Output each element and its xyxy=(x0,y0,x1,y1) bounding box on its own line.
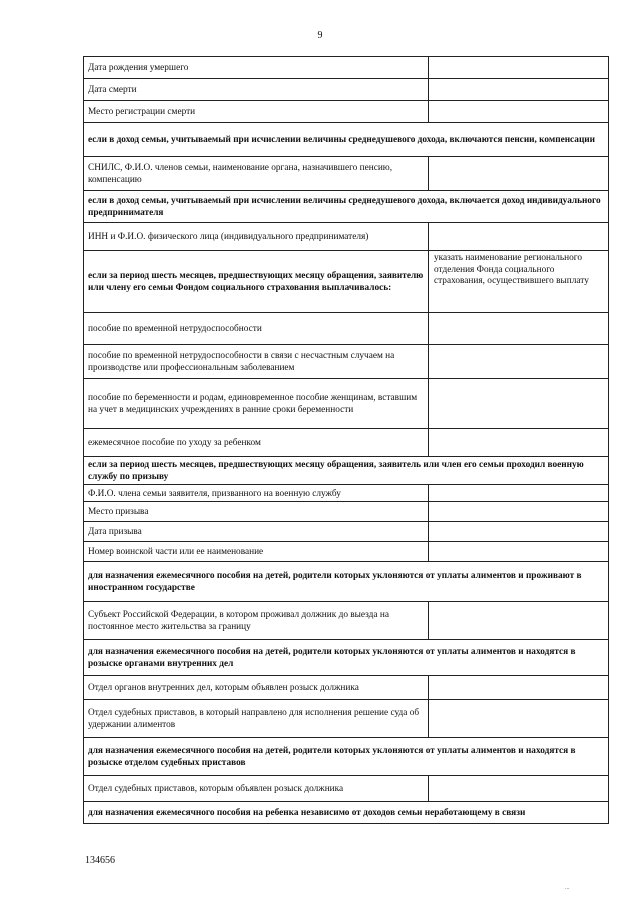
section-header: для назначения ежемесячного пособия на ребенка независимо от доходов семьи неработающему в связи xyxy=(84,802,609,824)
field-label: Отдел судебных приставов, в который направлено для исполнения решение суда об удержании алиментов xyxy=(84,700,429,738)
table-row xyxy=(84,502,609,522)
field-label: Отдел судебных приставов, которым объявлен розыск должника xyxy=(84,776,429,802)
field-value[interactable] xyxy=(429,602,609,640)
field-value[interactable] xyxy=(429,502,609,522)
section-header-row xyxy=(84,562,609,602)
field-value[interactable] xyxy=(429,776,609,802)
field-label: Место регистрации смерти xyxy=(84,101,429,123)
table-row xyxy=(84,429,609,457)
table-row xyxy=(84,345,609,379)
table-row xyxy=(84,101,609,123)
table-row xyxy=(84,676,609,700)
field-value[interactable] xyxy=(429,700,609,738)
corner-mark: ... xyxy=(565,885,570,891)
field-label: Субъект Российской Федерации, в котором проживал должник до выезда на постоянное место жительства за границу xyxy=(84,602,429,640)
field-label: пособие по временной нетрудоспособности xyxy=(84,313,429,345)
field-value[interactable] xyxy=(429,522,609,542)
section-header-row xyxy=(84,457,609,485)
application-form-table xyxy=(83,56,609,824)
section-header: если за период шесть месяцев, предшествующих месяцу обращения, заявителю или члену его семьи Фондом социального страхования выплачивалось: xyxy=(84,251,429,313)
section-header-row xyxy=(84,640,609,676)
footer-code: 134656 xyxy=(85,855,115,866)
field-label: Дата призыва xyxy=(84,522,429,542)
section-header: для назначения ежемесячного пособия на детей, родители которых уклоняются от уплаты алиментов и находятся в розыске отделом судебных приставов xyxy=(84,738,609,776)
field-label: Номер воинской части или ее наименование xyxy=(84,542,429,562)
field-label: Место призыва xyxy=(84,502,429,522)
field-value[interactable] xyxy=(429,313,609,345)
section-header-row xyxy=(84,191,609,223)
section-header-row xyxy=(84,123,609,157)
field-label: пособие по беременности и родам, единовременное пособие женщинам, вставшим на учет в медицинских учреждениях в ранние сроки беременности xyxy=(84,379,429,429)
table-row xyxy=(84,485,609,502)
field-label: ежемесячное пособие по уходу за ребенком xyxy=(84,429,429,457)
section-header: если в доход семьи, учитываемый при исчислении величины среднедушевого дохода, включаются пенсии, компенсации xyxy=(84,123,609,157)
field-value[interactable] xyxy=(429,223,609,251)
table-row xyxy=(84,223,609,251)
table-row xyxy=(84,313,609,345)
section-header: для назначения ежемесячного пособия на детей, родители которых уклоняются от уплаты алиментов и находятся в розыске органами внутренних дел xyxy=(84,640,609,676)
table-row xyxy=(84,79,609,101)
section-header-row xyxy=(84,251,609,313)
section-header-row xyxy=(84,802,609,824)
table-row xyxy=(84,700,609,738)
table-row xyxy=(84,542,609,562)
section-note: указать наименование регионального отделения Фонда социального страхования, осуществившего выплату xyxy=(429,251,609,313)
field-label: СНИЛС, Ф.И.О. членов семьи, наименование органа, назначившего пенсию, компенсацию xyxy=(84,157,429,191)
field-label: Дата рождения умершего xyxy=(84,57,429,79)
section-header: если за период шесть месяцев, предшествующих месяцу обращения, заявитель или член его семьи проходил военную службу по призыву xyxy=(84,457,609,485)
table-row xyxy=(84,57,609,79)
field-value[interactable] xyxy=(429,676,609,700)
table-row xyxy=(84,602,609,640)
field-value[interactable] xyxy=(429,79,609,101)
field-value[interactable] xyxy=(429,429,609,457)
field-value[interactable] xyxy=(429,542,609,562)
field-label: пособие по временной нетрудоспособности в связи с несчастным случаем на производстве или профессиональным заболеванием xyxy=(84,345,429,379)
table-row xyxy=(84,522,609,542)
field-label: Отдел органов внутренних дел, которым объявлен розыск должника xyxy=(84,676,429,700)
field-value[interactable] xyxy=(429,345,609,379)
field-value[interactable] xyxy=(429,379,609,429)
table-row xyxy=(84,157,609,191)
table-row xyxy=(84,379,609,429)
section-header: если в доход семьи, учитываемый при исчислении величины среднедушевого дохода, включается доход индивидуального предпринимателя xyxy=(84,191,609,223)
section-header-row xyxy=(84,738,609,776)
field-value[interactable] xyxy=(429,57,609,79)
field-value[interactable] xyxy=(429,157,609,191)
page-number: 9 xyxy=(317,30,323,41)
field-label: Дата смерти xyxy=(84,79,429,101)
field-label: ИНН и Ф.И.О. физического лица (индивидуального предпринимателя) xyxy=(84,223,429,251)
field-value[interactable] xyxy=(429,101,609,123)
section-header: для назначения ежемесячного пособия на детей, родители которых уклоняются от уплаты алиментов и проживают в иностранном государстве xyxy=(84,562,609,602)
field-label: Ф.И.О. члена семьи заявителя, призванного на военную службу xyxy=(84,485,429,502)
field-value[interactable] xyxy=(429,485,609,502)
table-row xyxy=(84,776,609,802)
